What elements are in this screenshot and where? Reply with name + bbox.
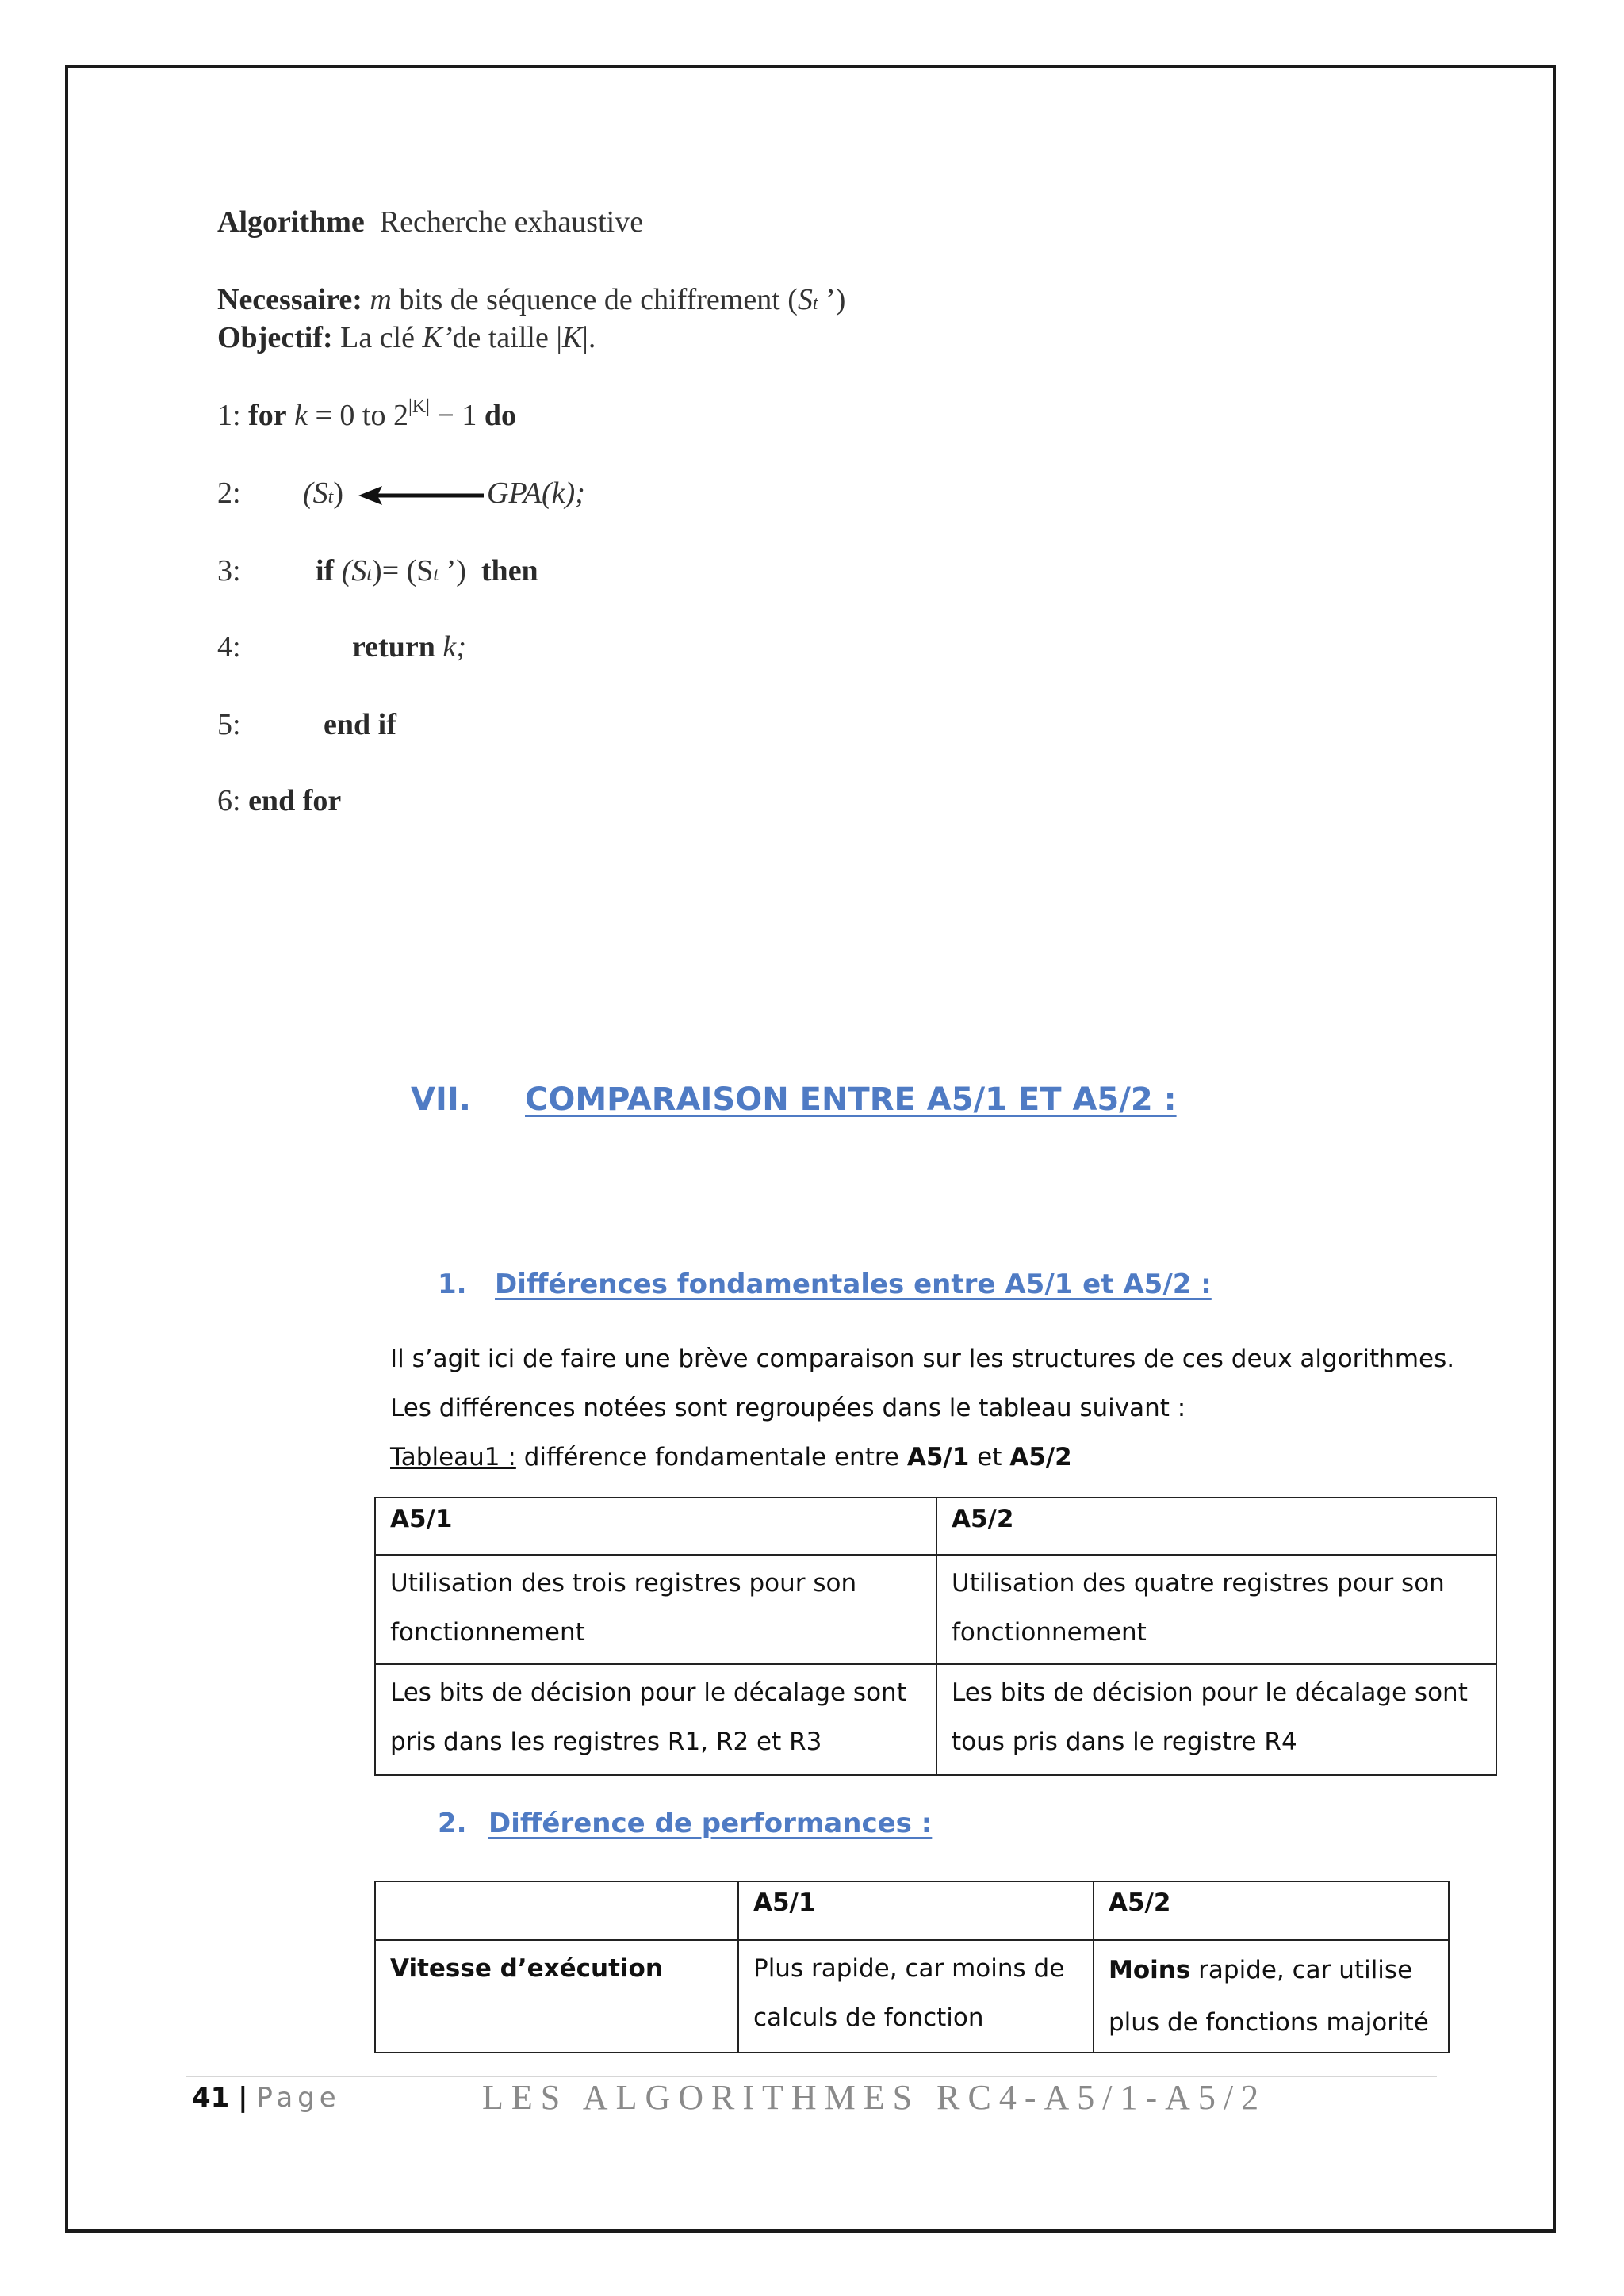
page-number-label: 41 | Page xyxy=(192,2082,341,2114)
table-cell: Utilisation des quatre registres pour son fonctionnement xyxy=(936,1555,1496,1664)
algorithm-line-2: 2: (St) GPA(k); xyxy=(217,476,585,510)
algorithm-line-4: 4: return k; xyxy=(217,630,466,664)
comparison-table xyxy=(374,1497,1497,1776)
table-row xyxy=(375,1940,1449,2053)
algorithm-line-1: 1: for k = 0 to $2^{|K|} - 1$ do xyxy=(217,396,516,432)
intro-line-1: Il s’agit ici de faire une brève comparaison sur les structures de ces deux algorithmes. xyxy=(390,1345,1455,1373)
table-row xyxy=(375,1664,1496,1775)
table-cell: Moins rapide, car utilise plus de fonctions majorité xyxy=(1094,1940,1449,2053)
row-label-cell: Vitesse d’exécution xyxy=(375,1940,738,2053)
table1-caption: Tableau1 : différence fondamentale entre A5/1 et A5/2 xyxy=(390,1443,1072,1471)
table-header-cell: A5/2 xyxy=(1094,1881,1449,1940)
algorithm-necessaire: Necessaire: m bits de séquence de chiffrement (St ’) xyxy=(217,283,846,316)
table-header-cell: A5/1 xyxy=(738,1881,1094,1940)
subheading-1: 1. Différences fondamentales entre A5/1 et A5/2 : xyxy=(438,1269,1212,1300)
table-header-row xyxy=(375,1498,1496,1555)
table-cell: Plus rapide, car moins de calculs de fonction xyxy=(738,1940,1094,2053)
subheading-2: 2. Différence de performances : xyxy=(438,1808,933,1839)
footer-title: LES ALGORITHMES RC4-A5/1-A5/2 xyxy=(482,2078,1267,2117)
algorithm-objectif: Objectif: La clé K’de taille |K|. xyxy=(217,321,596,354)
table-cell: Les bits de décision pour le décalage sont tous pris dans le registre R4 xyxy=(936,1664,1496,1775)
table-cell: Utilisation des trois registres pour son fonctionnement xyxy=(375,1555,936,1664)
table-row xyxy=(375,1555,1496,1664)
left-arrow-icon xyxy=(358,485,485,506)
table-cell: Les bits de décision pour le décalage sont pris dans les registres R1, R2 et R3 xyxy=(375,1664,936,1775)
algorithm-line-5: 5: end if xyxy=(217,708,396,741)
algorithm-line-6: 6: end for xyxy=(217,784,342,817)
table-header-cell xyxy=(375,1881,738,1940)
caption-label: Tableau1 : xyxy=(390,1443,516,1471)
table-header-cell: A5/1 xyxy=(375,1498,936,1555)
table-header-cell: A5/2 xyxy=(936,1498,1496,1555)
table-header-row xyxy=(375,1881,1449,1940)
algorithm-title: Algorithme Recherche exhaustive xyxy=(217,205,644,239)
section-heading: VII. COMPARAISON ENTRE A5/1 ET A5/2 : xyxy=(411,1081,1177,1118)
algorithm-line-3: 3: if (St)= (St ’) then xyxy=(217,554,538,587)
performance-table xyxy=(374,1881,1450,2053)
intro-line-2: Les différences notées sont regroupées dans le tableau suivant : xyxy=(390,1394,1186,1422)
